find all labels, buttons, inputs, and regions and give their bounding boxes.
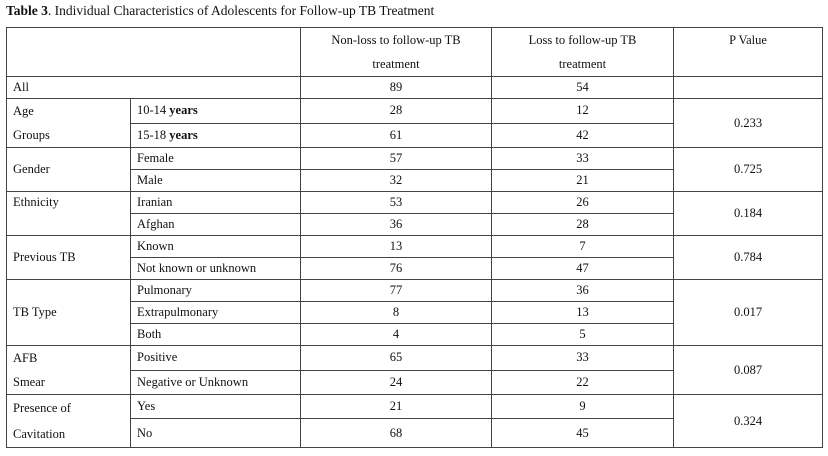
- age-1-nonloss: 28: [301, 99, 492, 124]
- table-row: [7, 236, 823, 258]
- ethnicity-sub-2: Afghan: [131, 214, 301, 236]
- table-number: Table 3: [6, 3, 48, 18]
- previous-tb-2-nonloss: 76: [301, 258, 492, 280]
- cavitation-2-loss: 45: [492, 419, 674, 448]
- age-sub-2: [131, 123, 301, 148]
- tb-type-sub-1: Pulmonary: [131, 280, 301, 302]
- afb-1-nonloss: 65: [301, 346, 492, 371]
- age-sub-1-range: 10-14: [137, 103, 167, 118]
- previous-tb-pvalue: 0.784: [674, 236, 823, 280]
- cavitation-label-line2: Cavitation: [13, 427, 66, 441]
- tb-type-2-nonloss: 8: [301, 302, 492, 324]
- tb-type-sub-3: Both: [131, 324, 301, 346]
- ethnicity-2-nonloss: 36: [301, 214, 492, 236]
- previous-tb-1-nonloss: 13: [301, 236, 492, 258]
- gender-1-loss: 33: [492, 148, 674, 170]
- cavitation-label-line1: Presence of: [13, 401, 71, 415]
- cavitation-sub-1: Yes: [131, 395, 301, 419]
- tb-type-3-nonloss: 4: [301, 324, 492, 346]
- table-caption: [6, 3, 434, 19]
- gender-1-nonloss: 57: [301, 148, 492, 170]
- tb-type-1-nonloss: 77: [301, 280, 492, 302]
- tb-type-label: TB Type: [7, 280, 131, 346]
- tb-type-pvalue: 0.017: [674, 280, 823, 346]
- header-loss: [492, 28, 674, 77]
- table-row: [7, 280, 823, 302]
- gender-sub-2: Male: [131, 170, 301, 192]
- cavitation-1-loss: 9: [492, 395, 674, 419]
- afb-sub-2: Negative or Unknown: [131, 370, 301, 395]
- characteristics-table: [6, 27, 823, 448]
- age-label-line1: Age: [13, 104, 34, 118]
- all-pvalue: [674, 77, 823, 99]
- header-row: [7, 28, 823, 77]
- afb-label-line1: AFB: [13, 351, 38, 365]
- gender-2-nonloss: 32: [301, 170, 492, 192]
- tb-type-3-loss: 5: [492, 324, 674, 346]
- tb-type-1-loss: 36: [492, 280, 674, 302]
- age-2-loss: 42: [492, 123, 674, 148]
- ethnicity-1-loss: 26: [492, 192, 674, 214]
- age-2-nonloss: 61: [301, 123, 492, 148]
- tb-type-2-loss: 13: [492, 302, 674, 324]
- previous-tb-label: Previous TB: [7, 236, 131, 280]
- all-label: All: [7, 77, 301, 99]
- afb-pvalue: 0.087: [674, 346, 823, 395]
- cavitation-pvalue: 0.324: [674, 395, 823, 448]
- previous-tb-1-loss: 7: [492, 236, 674, 258]
- all-loss: 54: [492, 77, 674, 99]
- header-loss-line2: treatment: [558, 57, 607, 71]
- header-blank: [7, 28, 301, 77]
- all-nonloss: 89: [301, 77, 492, 99]
- table-row-all: [7, 77, 823, 99]
- gender-pvalue: 0.725: [674, 148, 823, 192]
- afb-2-loss: 22: [492, 370, 674, 395]
- age-label: [7, 99, 131, 148]
- afb-label-line2: Smear: [13, 375, 45, 389]
- age-sub-1-unit: years: [169, 103, 198, 118]
- age-label-line2: Groups: [13, 128, 50, 142]
- header-nonloss: [301, 28, 492, 77]
- ethnicity-sub-1: Iranian: [131, 192, 301, 214]
- gender-2-loss: 21: [492, 170, 674, 192]
- tb-type-sub-2: Extrapulmonary: [131, 302, 301, 324]
- age-sub-2-unit: years: [169, 127, 198, 142]
- age-sub-2-range: 15-18: [137, 127, 167, 142]
- ethnicity-2-loss: 28: [492, 214, 674, 236]
- afb-1-loss: 33: [492, 346, 674, 371]
- ethnicity-1-nonloss: 53: [301, 192, 492, 214]
- table-row: [7, 395, 823, 419]
- cavitation-label: [7, 395, 131, 448]
- cavitation-1-nonloss: 21: [301, 395, 492, 419]
- afb-sub-1: Positive: [131, 346, 301, 371]
- afb-label: [7, 346, 131, 395]
- table-title: . Individual Characteristics of Adolescents for Follow-up TB Treatment: [47, 3, 435, 18]
- previous-tb-sub-2: Not known or unknown: [131, 258, 301, 280]
- gender-sub-1: Female: [131, 148, 301, 170]
- table-row: [7, 148, 823, 170]
- header-pvalue: P Value: [674, 28, 823, 77]
- table-row: [7, 99, 823, 124]
- ethnicity-label: Ethnicity: [7, 192, 131, 236]
- cavitation-2-nonloss: 68: [301, 419, 492, 448]
- previous-tb-2-loss: 47: [492, 258, 674, 280]
- afb-2-nonloss: 24: [301, 370, 492, 395]
- table-row: [7, 192, 823, 214]
- cavitation-sub-2: No: [131, 419, 301, 448]
- age-pvalue: 0.233: [674, 99, 823, 148]
- header-loss-line1: Loss to follow-up TB: [528, 33, 637, 47]
- header-nonloss-line2: treatment: [372, 57, 420, 71]
- ethnicity-pvalue: 0.184: [674, 192, 823, 236]
- age-sub-1: [131, 99, 301, 124]
- previous-tb-sub-1: Known: [131, 236, 301, 258]
- gender-label: Gender: [7, 148, 131, 192]
- age-1-loss: 12: [492, 99, 674, 124]
- table-row: [7, 346, 823, 371]
- header-nonloss-line1: Non-loss to follow-up TB: [331, 33, 461, 47]
